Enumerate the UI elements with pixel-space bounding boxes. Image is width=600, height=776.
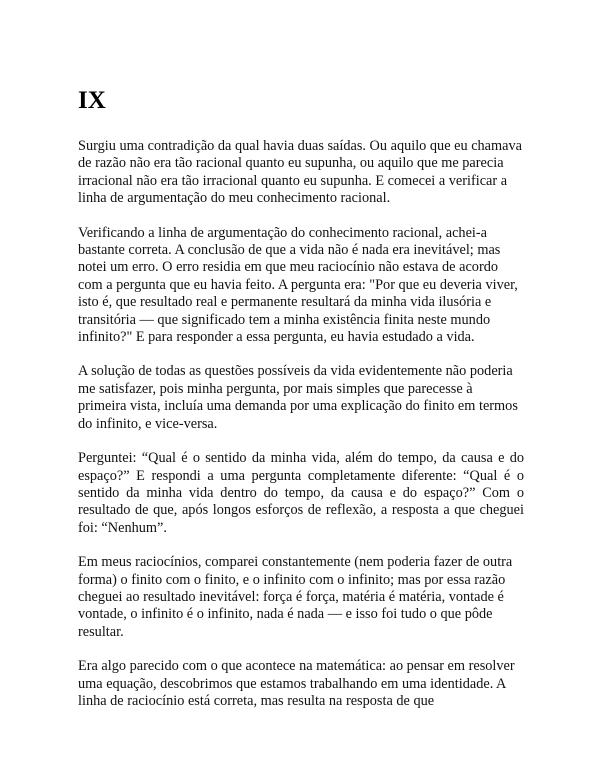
paragraph: A solução de todas as questões possíveis da vida evidentemente não poderia me satisfazer, pois minha pergunta, por mais simples que parecesse à primeira vista, incluía uma demanda por uma explicação do finito em termos do infinito, e vice-versa. [78, 363, 518, 432]
chapter-title: IX [78, 87, 106, 114]
paragraph: Era algo parecido com o que acontece na matemática: ao pensar em resolver uma equação, descobrimos que estamos trabalhando em uma identidade. A linha de raciocínio está correta, mas resulta na resposta de que [78, 658, 515, 709]
paragraph: Surgiu uma contradição da qual havia duas saídas. Ou aquilo que eu chamava de razão não era tão racional quanto eu supunha, ou aquilo que me parecia irracional não era tão irracional quanto eu supunha. E comecei a verificar a linha de argumentação do meu conhecimento racional. [78, 138, 522, 207]
paragraph: Em meus raciocínios, comparei constantemente (nem poderia fazer de outra forma) o finito com o finito, e o infinito com o infinito; mas por essa razão cheguei ao resultado inevitável: força é força, matéria é matéria, vontade é vontade, o infinito é o infinito, nada é nada — e isso foi tudo o que pôde resultar. [78, 554, 513, 640]
paragraph: Verificando a linha de argumentação do conhecimento racional, achei-a bastante correta. A conclusão de que a vida não é nada era inevitável; mas notei um erro. O erro residia em que meu raciocínio não estava de acordo com a pergunta que eu havia feito. A pergunta era: "Por que eu deveria viver, isto é, que resultado real e permanente resultará da minha vida ilusória e transitória — que significado tem a minha existência finita neste mundo infinito?" E para responder a essa pergunta, eu havia estudado a vida. [78, 224, 518, 346]
page-content [78, 86, 524, 727]
paragraph: Perguntei: “Qual é o sentido da minha vida, além do tempo, da causa e do espaço?” E respondi a uma pergunta completamente diferente: “Qual é o sentido da minha vida dentro do tempo, da causa e do espaço?” Com o resultado de que, após longos esforços de reflexão, a resposta a que cheguei foi: “Nenhum”. [78, 450, 524, 536]
